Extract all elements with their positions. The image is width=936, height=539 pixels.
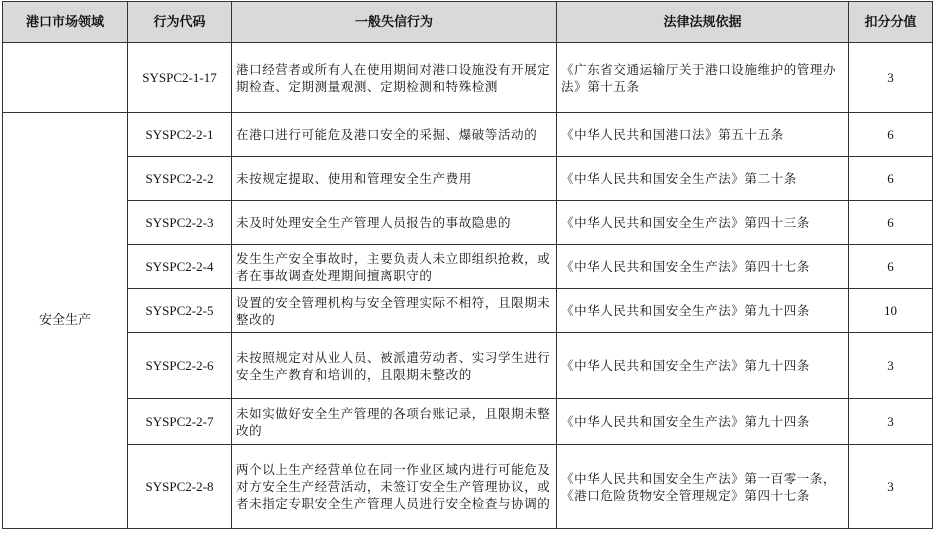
score-cell: 6 [849,157,933,201]
table-row [3,201,933,245]
score-cell: 3 [849,43,933,113]
basis-cell: 《中华人民共和国安全生产法》第四十三条 [557,201,849,245]
behavior-cell: 设置的安全管理机构与安全管理实际不相符，且限期未整改的 [232,289,557,333]
domain-cell-safety: 安全生产 [3,113,128,529]
table-row [3,399,933,445]
header-domain: 港口市场领域 [3,2,128,43]
basis-cell: 《中华人民共和国安全生产法》第九十四条 [557,289,849,333]
score-cell: 6 [849,245,933,289]
behavior-cell: 发生生产安全事故时，主要负责人未立即组织抢救，或者在事故调查处理期间擅离职守的 [232,245,557,289]
behavior-cell: 未及时处理安全生产管理人员报告的事故隐患的 [232,201,557,245]
basis-cell: 《中华人民共和国安全生产法》第四十七条 [557,245,849,289]
behavior-cell: 两个以上生产经营单位在同一作业区域内进行可能危及对方安全生产经营活动，未签订安全生产管理协议，或者未指定专职安全生产管理人员进行安全检查与协调的 [232,445,557,529]
header-code: 行为代码 [128,2,232,43]
table-header-row [3,2,933,43]
code-cell: SYSPC2-2-6 [128,333,232,399]
table-row [3,157,933,201]
score-cell: 3 [849,399,933,445]
behavior-cell: 在港口进行可能危及港口安全的采掘、爆破等活动的 [232,113,557,157]
table-row [3,245,933,289]
basis-cell: 《中华人民共和国安全生产法》第二十条 [557,157,849,201]
basis-cell: 《中华人民共和国安全生产法》第九十四条 [557,399,849,445]
table-row [3,43,933,113]
behavior-cell: 未如实做好安全生产管理的各项台账记录，且限期未整改的 [232,399,557,445]
code-cell: SYSPC2-2-7 [128,399,232,445]
dishonesty-behavior-table [2,1,933,529]
behavior-cell: 未按规定提取、使用和管理安全生产费用 [232,157,557,201]
code-cell: SYSPC2-1-17 [128,43,232,113]
header-behavior: 一般失信行为 [232,2,557,43]
basis-cell: 《中华人民共和国安全生产法》第九十四条 [557,333,849,399]
header-basis: 法律法规依据 [557,2,849,43]
table-row [3,333,933,399]
score-cell: 10 [849,289,933,333]
table-row [3,445,933,529]
basis-cell: 《中华人民共和国安全生产法》第一百零一条，《港口危险货物安全管理规定》第四十七条 [557,445,849,529]
score-cell: 6 [849,201,933,245]
code-cell: SYSPC2-2-5 [128,289,232,333]
code-cell: SYSPC2-2-1 [128,113,232,157]
score-cell: 6 [849,113,933,157]
score-cell: 3 [849,333,933,399]
code-cell: SYSPC2-2-2 [128,157,232,201]
basis-cell: 《广东省交通运输厅关于港口设施维护的管理办法》第十五条 [557,43,849,113]
basis-cell: 《中华人民共和国港口法》第五十五条 [557,113,849,157]
header-score: 扣分分值 [849,2,933,43]
code-cell: SYSPC2-2-4 [128,245,232,289]
code-cell: SYSPC2-2-8 [128,445,232,529]
table-row [3,289,933,333]
score-cell: 3 [849,445,933,529]
table-row [3,113,933,157]
code-cell: SYSPC2-2-3 [128,201,232,245]
behavior-cell: 港口经营者或所有人在使用期间对港口设施没有开展定期检查、定期测量观测、定期检测和特殊检测 [232,43,557,113]
credit-table-container [2,1,933,529]
behavior-cell: 未按照规定对从业人员、被派遣劳动者、实习学生进行安全生产教育和培训的，且限期未整改的 [232,333,557,399]
domain-cell [3,43,128,113]
